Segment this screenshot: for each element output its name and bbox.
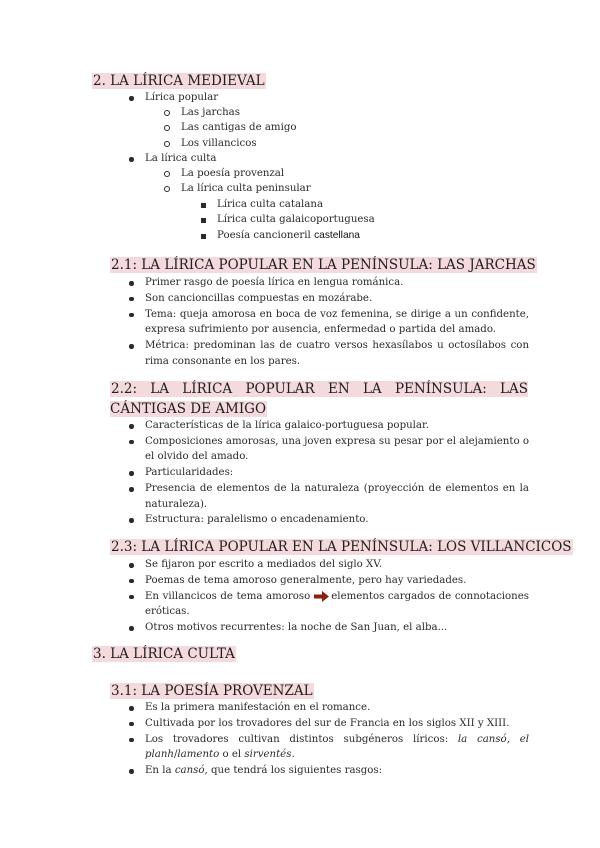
section-2-3-list [145,557,529,636]
culta-sublist [181,166,311,197]
section-2-2-heading [110,379,528,419]
heading-highlight: 2.2: LA LÍRICA POPULAR EN LA PENÍNSULA: LAS CÁNTIGAS DE AMIGO [110,381,528,417]
list-item: Estructura: paralelismo o encadenamiento. [145,512,529,527]
list-item: En villancicos de tema amoroso elementos cargados de connotaciones eróticas. [145,589,529,620]
list-item: Cultivada por los trovadores del sur de Francia en los siglos XII y XIII. [145,716,529,731]
list-item: Los villancicos [181,136,297,151]
outline-item-popular: Lírica popular [145,90,529,105]
outline-item-culta: La lírica culta [145,151,529,166]
list-item: Las cantigas de amigo [181,120,297,135]
list-item: Los trovadores cultivan distintos subgéneros líricos: la cansó, el planh/lamento o el sirventés. [145,732,529,763]
list-item: Composiciones amorosas, una joven expresa su pesar por el alejamiento o el olvido del amado. [145,434,529,465]
peninsular-sublist [217,197,375,243]
section-2-outline [145,90,529,106]
list-item: Primer rasgo de poesía lírica en lengua románica. [145,275,529,290]
popular-sublist [181,105,297,151]
list-item: Es la primera manifestación en el romance. [145,700,529,715]
list-item: Poesía cancioneril castellana [217,228,375,243]
section-3-heading [92,646,236,663]
heading-highlight: 3. LA LÍRICA CULTA [93,646,235,662]
list-item: Poemas de tema amoroso generalmente, pero hay variedades. [145,573,529,588]
section-2-outline-culta [145,151,529,167]
list-item: Se fijaron por escrito a mediados del siglo XV. [145,557,529,572]
list-item: Características de la lírica galaico-portuguesa popular. [145,418,529,433]
heading-highlight: 2.3: LA LÍRICA POPULAR EN LA PENÍNSULA: LOS VILLANCICOS [111,539,572,555]
list-item: Presencia de elementos de la naturaleza (proyección de elementos en la naturaleza). [145,481,529,512]
heading-highlight: 2. LA LÍRICA MEDIEVAL [93,73,265,89]
section-2-heading [92,73,266,90]
sans-text: castellana [314,229,360,241]
list-item: Tema: queja amorosa en boca de voz femenina, se dirige a un confidente, expresa sufrimiento por ausencia, enfermedad o partida del amado. [145,307,529,338]
section-2-1-list [145,275,529,369]
section-2-3-heading [110,539,573,556]
list-item: La poesía provenzal [181,166,311,181]
list-item: Son cancioncillas compuestas en mozárabe. [145,291,529,306]
section-3-1-list [145,700,529,779]
list-item: Lírica culta catalana [217,197,375,212]
list-item: La lírica culta peninsular [181,181,311,196]
list-item: Métrica: predominan las de cuatro versos hexasílabos u octosílabos con rima consonante en los pares. [145,338,529,369]
list-item: Lírica culta galaicoportuguesa [217,212,375,227]
section-3-1-heading [110,683,314,700]
list-item: Las jarchas [181,105,297,120]
list-item: Particularidades: [145,465,529,480]
list-item: En la cansó, que tendrá los siguientes rasgos: [145,763,529,778]
heading-highlight: 3.1: LA POESÍA PROVENZAL [111,683,313,699]
list-item: Otros motivos recurrentes: la noche de San Juan, el alba... [145,620,529,635]
section-2-2-list [145,418,529,528]
section-2-1-heading [110,257,537,274]
heading-highlight: 2.1: LA LÍRICA POPULAR EN LA PENÍNSULA: LAS JARCHAS [111,257,536,273]
right-arrow-icon [314,591,329,602]
